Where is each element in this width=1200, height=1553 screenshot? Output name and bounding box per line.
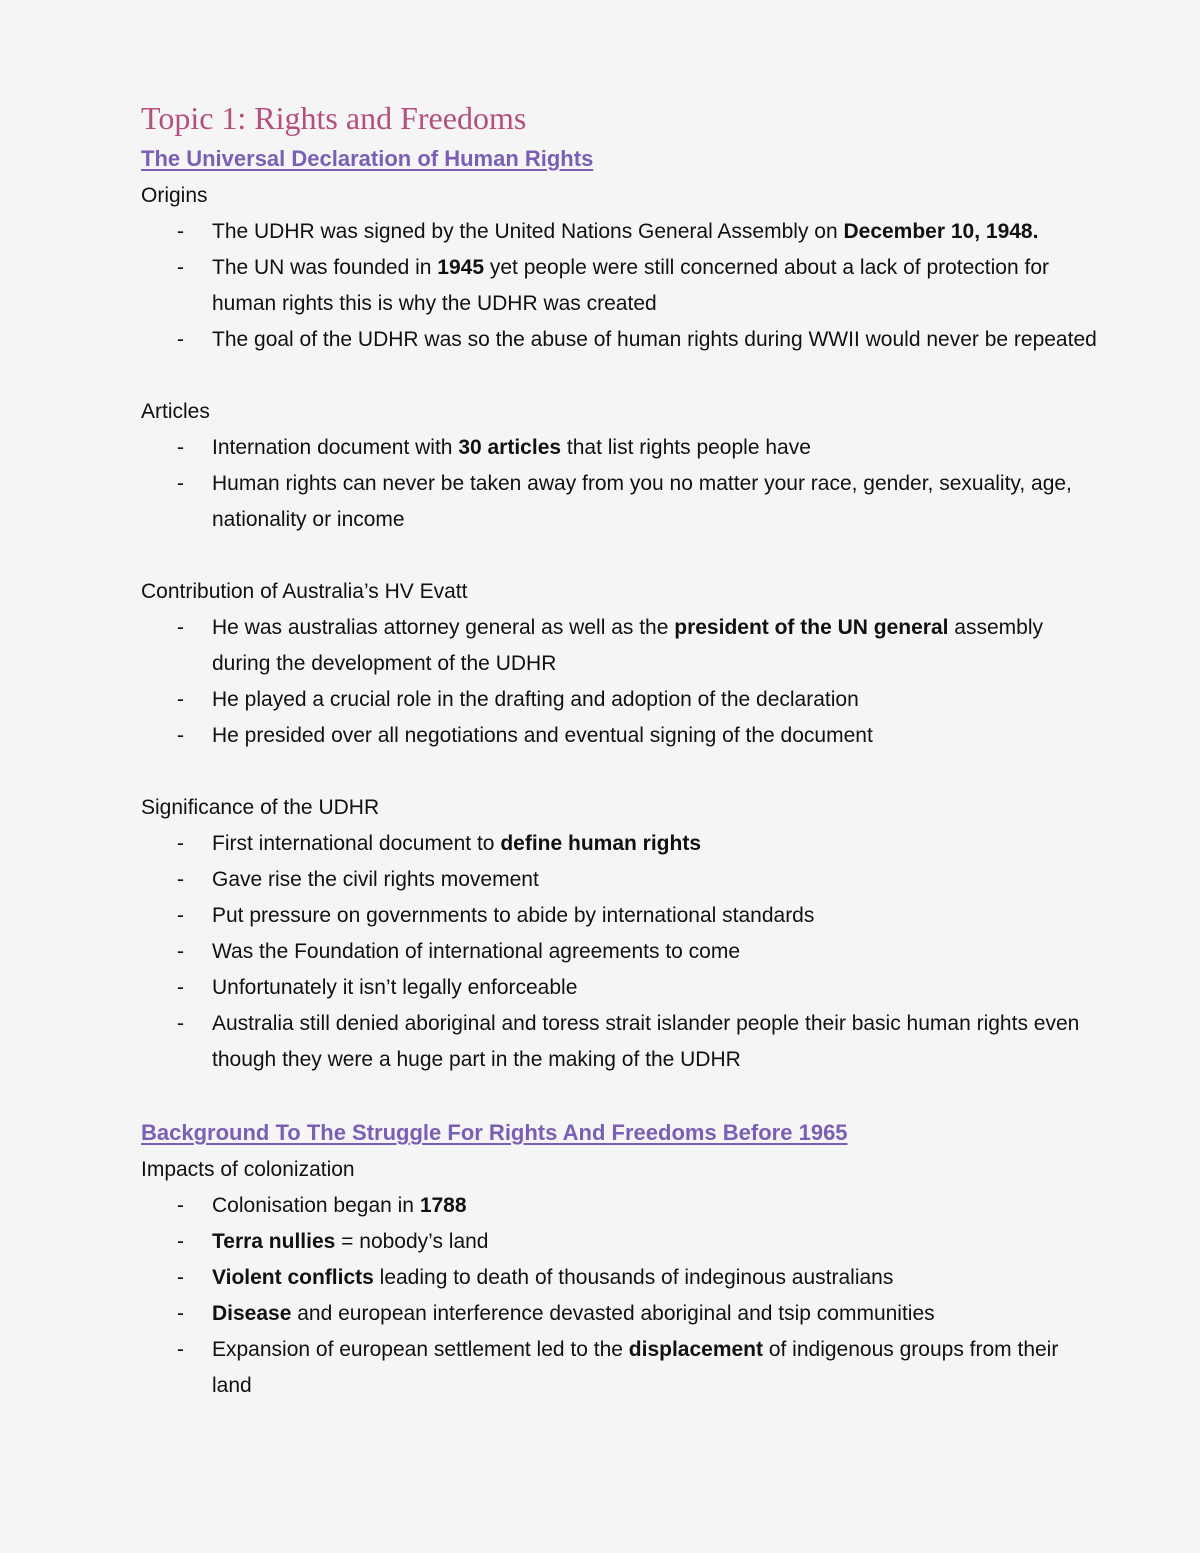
subheading-origins: Origins — [141, 184, 208, 207]
list-item — [141, 1332, 1100, 1404]
list-item — [141, 214, 1100, 250]
dash-bullet: - — [177, 328, 184, 351]
list-item — [141, 826, 1100, 862]
text: Human rights can never be taken away from you no matter your race, gender, sexuality, age, nationality or income — [212, 472, 1072, 531]
text: Internation document with — [212, 436, 459, 459]
list-item — [141, 250, 1100, 322]
dash-bullet: - — [177, 976, 184, 999]
text: Was the Foundation of international agreements to come — [212, 940, 741, 963]
dash-bullet: - — [177, 256, 184, 279]
list-origins — [141, 214, 1100, 358]
dash-bullet: - — [177, 1338, 184, 1361]
text: The UDHR was signed by the United Nations General Assembly on — [212, 220, 844, 243]
text: that list rights people have — [561, 436, 811, 459]
list-impacts — [141, 1188, 1100, 1404]
list-articles — [141, 430, 1100, 538]
subheading-articles: Articles — [141, 400, 210, 423]
text: Australia still denied aboriginal and toress strait islander people their basic human rights even though they were a huge part in the making of the UDHR — [212, 1012, 1080, 1071]
dash-bullet: - — [177, 1266, 184, 1289]
list-item — [141, 898, 1100, 934]
list-item — [141, 970, 1100, 1006]
text: The UN was founded in — [212, 256, 438, 279]
text: yet people were still concerned about a lack of protection for human rights this is why the UDHR was created — [212, 256, 1050, 315]
text: Expansion of european settlement led to the — [212, 1338, 629, 1361]
bold-text: define human rights — [500, 832, 701, 855]
text: Unfortunately it isn’t legally enforceable — [212, 976, 578, 999]
text: Colonisation began in — [212, 1194, 420, 1217]
list-item — [141, 934, 1100, 970]
dash-bullet: - — [177, 1194, 184, 1217]
text: The goal of the UDHR was so the abuse of human rights during WWII would never be repeated — [212, 328, 1097, 351]
dash-bullet: - — [177, 724, 184, 747]
dash-bullet: - — [177, 904, 184, 927]
dash-bullet: - — [177, 1302, 184, 1325]
bold-text: Violent conflicts — [212, 1266, 374, 1289]
text: He played a crucial role in the drafting and adoption of the declaration — [212, 688, 859, 711]
section-heading-udhr: The Universal Declaration of Human Rights — [141, 146, 594, 171]
list-item — [141, 1260, 1100, 1296]
list-item — [141, 718, 1100, 754]
page-title: Topic 1: Rights and Freedoms — [141, 100, 527, 136]
dash-bullet: - — [177, 1012, 184, 1035]
bold-text: 1788 — [419, 1194, 467, 1217]
dash-bullet: - — [177, 436, 184, 459]
bold-text: displacement — [628, 1338, 763, 1361]
list-evatt — [141, 610, 1100, 754]
bold-text: Terra nullies — [212, 1230, 336, 1253]
list-item — [141, 1296, 1100, 1332]
list-item — [141, 322, 1100, 358]
list-item — [141, 466, 1100, 538]
list-item — [141, 610, 1100, 682]
dash-bullet: - — [177, 1230, 184, 1253]
subheading-impacts: Impacts of colonization — [141, 1158, 355, 1181]
subheading-significance: Significance of the UDHR — [141, 796, 380, 819]
dash-bullet: - — [177, 868, 184, 891]
dash-bullet: - — [177, 688, 184, 711]
dash-bullet: - — [177, 832, 184, 855]
text: Gave rise the civil rights movement — [212, 868, 539, 891]
text: He was australias attorney general as well as the — [212, 616, 675, 639]
bold-text: 1945 — [437, 256, 485, 279]
bold-text: 30 articles — [458, 436, 562, 459]
dash-bullet: - — [177, 616, 184, 639]
list-item — [141, 1188, 1100, 1224]
text: and european interference devasted aboriginal and tsip communities — [291, 1302, 935, 1325]
text: Put pressure on governments to abide by international standards — [212, 904, 815, 927]
bold-text: president of the UN general — [674, 616, 949, 639]
text: = nobody’s land — [335, 1230, 489, 1253]
list-item — [141, 1006, 1100, 1078]
text: assembly during the development of the UDHR — [212, 616, 1043, 675]
section-heading-background: Background To The Struggle For Rights And Freedoms Before 1965 — [141, 1120, 848, 1145]
text: of indigenous groups from their land — [212, 1338, 1059, 1397]
list-item — [141, 430, 1100, 466]
list-item — [141, 682, 1100, 718]
dash-bullet: - — [177, 472, 184, 495]
text: leading to death of thousands of indeginous australians — [373, 1266, 894, 1289]
dash-bullet: - — [177, 940, 184, 963]
dash-bullet: - — [177, 220, 184, 243]
bold-text: Disease — [212, 1302, 292, 1325]
subheading-evatt: Contribution of Australia’s HV Evatt — [141, 580, 468, 603]
bold-text: December 10, 1948. — [843, 220, 1039, 243]
list-item — [141, 862, 1100, 898]
text: First international document to — [212, 832, 501, 855]
list-item — [141, 1224, 1100, 1260]
list-significance — [141, 826, 1100, 1078]
text: He presided over all negotiations and eventual signing of the document — [212, 724, 873, 747]
